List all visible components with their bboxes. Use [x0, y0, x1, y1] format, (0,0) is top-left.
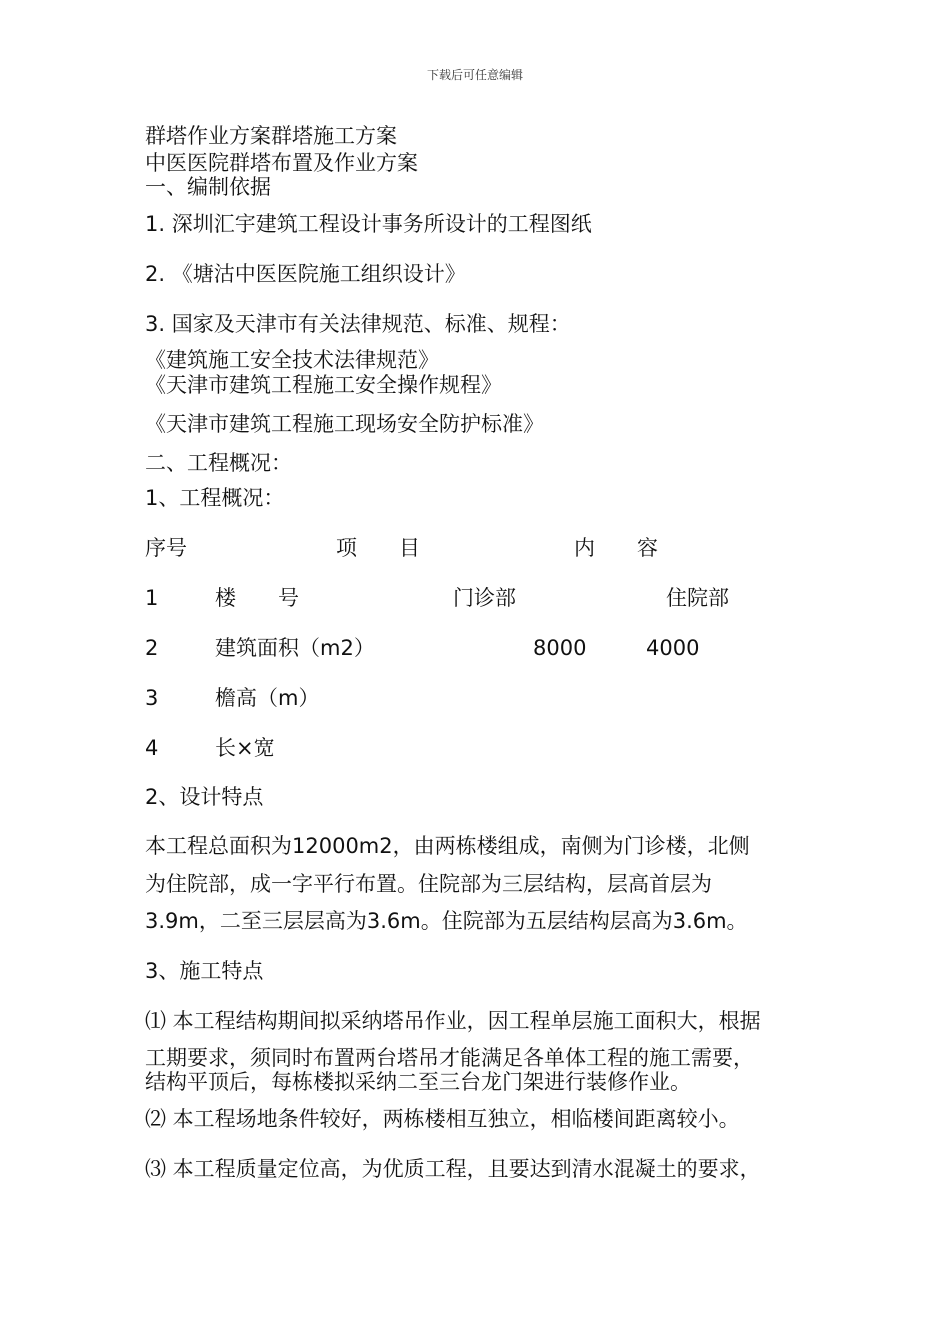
- paragraph-line: 本工程总面积为12000m2，由两栋楼组成，南侧为门诊楼，北侧: [145, 834, 750, 858]
- section-heading-basis: 一、编制依据: [145, 175, 271, 199]
- paragraph-line: 结构平顶后，每栋楼拟采纳二至三台龙门架进行装修作业。: [145, 1070, 691, 1094]
- table-cell-value: 8000: [533, 636, 587, 660]
- document-subtitle: 中医医院群塔布置及作业方案: [145, 151, 418, 175]
- table-header-seq: 序号: [145, 536, 187, 560]
- table-cell-value: 住院部: [666, 586, 729, 610]
- standard-item: 《建筑施工安全技术法律规范》: [145, 348, 439, 372]
- paragraph-line: 3.9m，二至三层层高为3.6m。住院部为五层结构层高为3.6m。: [145, 909, 748, 933]
- standard-item: 《天津市建筑工程施工现场安全防护标准》: [145, 412, 544, 436]
- paragraph-line: ⑴ 本工程结构期间拟采纳塔吊作业，因工程单层施工面积大，根据: [145, 1009, 761, 1033]
- section-heading-overview: 二、工程概况：: [145, 451, 292, 475]
- subsection-heading-design: 2、设计特点: [145, 785, 264, 809]
- table-cell-value: 4000: [646, 636, 700, 660]
- table-header-item: 项 目: [336, 536, 420, 560]
- table-cell-item: 长×宽: [215, 736, 275, 760]
- subsection-heading-construction: 3、施工特点: [145, 959, 264, 983]
- basis-item: 3. 国家及天津市有关法律规范、标准、规程：: [145, 312, 571, 336]
- table-header-content: 内 容: [574, 536, 658, 560]
- table-cell-seq: 4: [145, 736, 159, 760]
- table-cell-seq: 2: [145, 636, 159, 660]
- basis-item: 1. 深圳汇宇建筑工程设计事务所设计的工程图纸: [145, 212, 592, 236]
- table-cell-item: 建筑面积（m2）: [215, 636, 375, 660]
- table-cell-seq: 3: [145, 686, 159, 710]
- table-cell-item: 檐高（m）: [215, 686, 320, 710]
- page-header-note: 下载后可任意编辑: [426, 68, 523, 82]
- standard-item: 《天津市建筑工程施工安全操作规程》: [145, 373, 502, 397]
- table-cell-value: 门诊部: [453, 586, 516, 610]
- table-cell-item: 楼 号: [215, 586, 299, 610]
- paragraph-line: 工期要求，须同时布置两台塔吊才能满足各单体工程的施工需要，: [145, 1046, 754, 1070]
- document-title: 群塔作业方案群塔施工方案: [145, 124, 397, 148]
- basis-item: 2. 《塘沽中医医院施工组织设计》: [145, 262, 466, 286]
- table-cell-seq: 1: [145, 586, 159, 610]
- subsection-heading-overview: 1、工程概况：: [145, 486, 285, 510]
- paragraph-line: ⑶ 本工程质量定位高，为优质工程，且要达到清水混凝土的要求，: [145, 1157, 761, 1181]
- paragraph-line: 为住院部，成一字平行布置。住院部为三层结构，层高首层为: [145, 872, 712, 896]
- paragraph-line: ⑵ 本工程场地条件较好，两栋楼相互独立，相临楼间距离较小。: [145, 1107, 740, 1131]
